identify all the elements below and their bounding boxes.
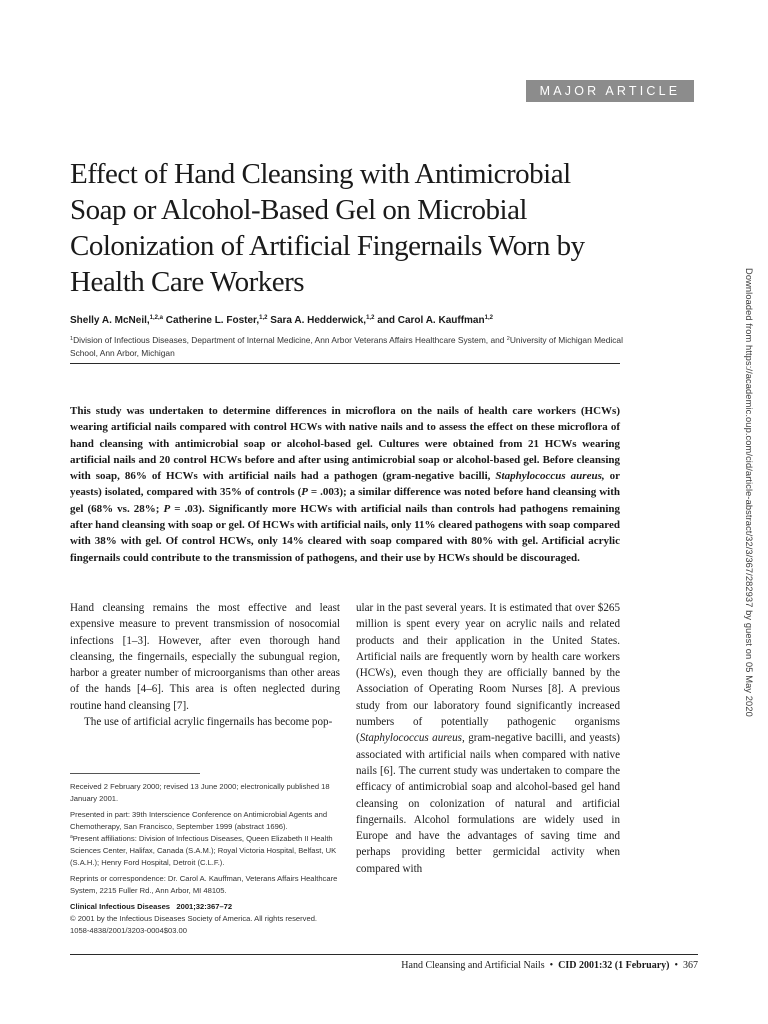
abstract-italic: P xyxy=(163,502,171,515)
presented-note: Presented in part: 39th Interscience Conference on Antimicrobial Agents and Chemotherapy, San Francisco, September 1999 (abstract 1696). xyxy=(70,810,328,831)
abstract-italic: Staphylococcus aureus, xyxy=(495,470,605,483)
author-affiliations xyxy=(70,333,630,360)
present-affiliations-note xyxy=(70,832,340,868)
affiliation-mark: 2 xyxy=(506,336,510,342)
footer-journal: CID 2001:32 (1 February) xyxy=(558,960,670,971)
author-affiliation-mark: 1,2 xyxy=(366,315,375,321)
affiliation-text: University of Michigan Medical School, Ann Arbor, Michigan xyxy=(70,335,623,358)
body-paragraph xyxy=(356,600,620,877)
author-name: Shelly A. McNeil, xyxy=(70,315,150,326)
page-number: 367 xyxy=(683,960,698,971)
footer-divider xyxy=(70,954,698,955)
received-note: Received 2 February 2000; revised 13 June 2000; electronically published 18 January 2001. xyxy=(70,782,330,803)
running-title: Hand Cleansing and Artificial Nails xyxy=(401,960,545,971)
footer-bullet: • xyxy=(549,960,554,971)
article-title: Effect of Hand Cleansing with Antimicrobial Soap or Alcohol-Based Gel on Microbial Colonization of Artificial Fingernails Worn by Health Care Workers xyxy=(70,158,585,298)
header-divider xyxy=(70,363,620,364)
present-affiliations-text: Present affiliations: Division of Infectious Diseases, Queen Elizabeth II Health Sciences Center, Halifax, Canada (S.A.M.); Royal Victoria Hospital, Belfast, UK (S.A.H.); Henry Ford Hospital, Detroit (C.L.F.). xyxy=(70,834,337,867)
journal-volume: 2001;32:367–72 xyxy=(176,902,233,912)
abstract-text: This study was undertaken to determine differences in microflora on the nails of health care workers (HCWs) wearing artificial nails compared with control HCWs with native nails and to assess the effect on these microflora of hand cleansing with antimicrobial soap or alcohol-based gel. Cultures were obtained from 21 HCWs wearing artificial nails and 20 control HCWs before and after using antimicrobial soap or alcohol-based gel. Before cleansing with soap, 86% of HCWs with artificial nails had a pathogen (gram-negative bacilli, xyxy=(70,405,620,483)
author-name: Sara A. Hedderwick, xyxy=(270,315,367,326)
body-paragraph: The use of artificial acrylic fingernails has become pop- xyxy=(84,716,333,729)
footer-bullet: • xyxy=(674,960,678,971)
author-affiliation-mark: 1,2,a xyxy=(149,315,164,321)
footnote-divider xyxy=(70,773,200,774)
body-column-left xyxy=(70,600,340,730)
journal-citation xyxy=(70,901,340,913)
footnotes xyxy=(70,781,340,936)
abstract xyxy=(70,403,620,566)
body-text: ular in the past several years. It is estimated that over $265 million is spent every year on acrylic nails and related products and their application in the United States. Artificial nails are frequently worn by health care workers (HCWs), even though they are officially banned by the Association of Operating Room Nurses [8]. A previous study from our laboratory found significantly increased numbers of potentially pathogenic organisms ( xyxy=(356,602,620,745)
body-text: gram-negative bacilli, and yeasts) associated with artificial nails when compared with native nails [6]. The current study was undertaken to compare the efficacy of antimicrobial soap and alcohol-based gel hand cleansing on colonization of natural and artificial fingernails. Alcohol formulations are widely used in Europe and have the advantages of saving time and perhaps providing better germicidal activity when compared with xyxy=(356,732,621,875)
abstract-text: or yeasts) isolated, compared with 35% of controls ( xyxy=(70,470,620,499)
body-paragraph: Hand cleansing remains the most effective and least expensive measure to prevent transmission of nosocomial infections [1–3]. However, after even thorough hand cleansing, the fingernails, especially the subungual region, harbor a greater number of microorganisms than other areas of the hands [4–6]. This area is often neglected during routine hand cleansing [7]. xyxy=(70,602,340,712)
copyright-note: © 2001 by the Infectious Diseases Society of America. All rights reserved. xyxy=(70,913,318,923)
journal-name: Clinical Infectious Diseases xyxy=(70,902,171,912)
download-watermark xyxy=(742,268,756,788)
author-affiliation-mark: 1,2 xyxy=(484,315,493,321)
author-name: and Carol A. Kauffman xyxy=(377,315,485,326)
footnote-mark: a xyxy=(70,834,73,841)
abstract-text: = .003); a similar difference was noted before hand cleansing with gel (68% vs. 28%; xyxy=(70,486,621,515)
affiliation-text: Division of Infectious Diseases, Department of Internal Medicine, Ann Arbor Veterans Affairs Healthcare System, and xyxy=(73,335,507,345)
page-footer xyxy=(380,960,698,971)
body-italic: Staphylococcus aureus, xyxy=(359,732,465,745)
download-notice: Downloaded from https://academic.oup.com/cid/article-abstract/32/3/367/282937 by guest on 05 May 2020 xyxy=(744,268,754,717)
reprints-note: Reprints or correspondence: Dr. Carol A. Kauffman, Veterans Affairs Healthcare System, 2215 Fuller Rd., Ann Arbor, MI 48105. xyxy=(70,874,338,895)
affiliation-mark: 1 xyxy=(70,336,74,342)
article-type-badge: MAJOR ARTICLE xyxy=(526,80,694,102)
author-name: Catherine L. Foster, xyxy=(165,315,260,326)
body-column-right xyxy=(356,600,620,877)
issn-note: 1058-4838/2001/3203-0004$03.00 xyxy=(70,925,187,935)
author-affiliation-mark: 1,2 xyxy=(259,315,268,321)
abstract-text: = .03). Significantly more HCWs with artificial nails than controls had pathogens remaining after hand cleansing with soap or gel. Of HCWs with artificial nails, only 11% cleared pathogens with soap compared with 38% with gel. Of control HCWs, only 14% cleared with soap compared with 80% with gel. Artificial acrylic fingernails could contribute to the transmission of pathogens, and their use by HCWs should be discouraged. xyxy=(70,502,620,564)
abstract-italic: P xyxy=(301,486,308,499)
author-list xyxy=(70,315,630,326)
